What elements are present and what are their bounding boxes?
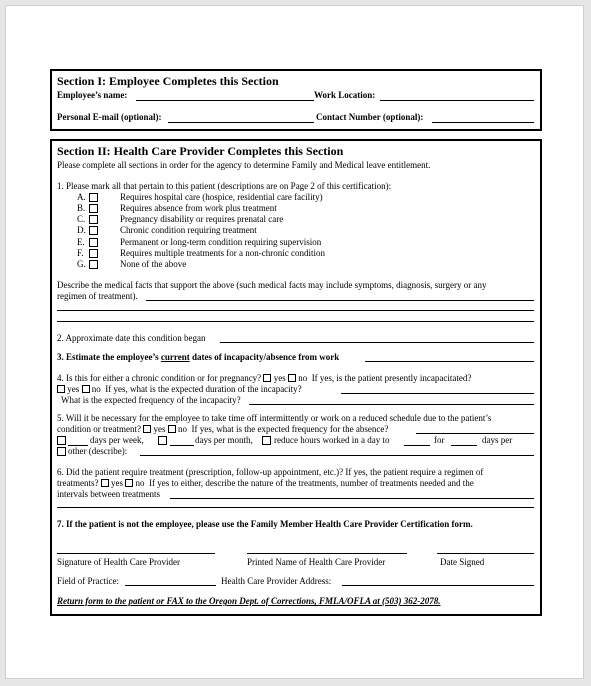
option-letter-c: C. <box>77 214 86 224</box>
q5-days-per-label: days per <box>482 435 513 445</box>
q5-yes-checkbox[interactable] <box>143 425 151 433</box>
question-1: 1. Please mark all that pertain to this patient (descriptions are on Page 2 of this certification): <box>57 181 392 191</box>
contact-field[interactable] <box>432 122 534 123</box>
describe-line-2: regimen of treatment). <box>57 291 138 301</box>
q5-other-field[interactable] <box>140 455 534 456</box>
option-checkbox-e[interactable] <box>89 238 98 247</box>
q5-other-checkbox[interactable] <box>57 447 66 456</box>
q5-days-month-checkbox[interactable] <box>158 436 167 445</box>
q4-incapacitated-no-checkbox[interactable] <box>82 385 90 393</box>
option-letter-a: A. <box>77 192 86 202</box>
section-2-box <box>50 139 542 616</box>
field-practice-label: Field of Practice: <box>57 576 119 586</box>
question-6-line-1: 6. Did the patient require treatment (prescription, follow-up appointment, etc.)? If yes, the patient require a regimen of <box>57 467 484 477</box>
option-checkbox-d[interactable] <box>89 226 98 235</box>
option-checkbox-b[interactable] <box>89 204 98 213</box>
condition-date-field[interactable] <box>220 342 534 343</box>
option-text-f: Requires multiple treatments for a non-chronic condition <box>120 248 325 258</box>
section-2-intro: Please complete all sections in order for the agency to determine Family and Medical leave entitlement. <box>57 160 431 170</box>
incapacity-frequency-field[interactable] <box>249 404 534 405</box>
option-checkbox-a[interactable] <box>89 193 98 202</box>
option-text-e: Permanent or long-term condition requiring supervision <box>120 237 322 247</box>
describe-line-1: Describe the medical facts that support the above (such medical facts may include symptoms, diagnosis, surgery or any <box>57 280 487 290</box>
option-text-d: Chronic condition requiring treatment <box>120 225 257 235</box>
option-text-a: Requires hospital care (hospice, residential care facility) <box>120 192 323 202</box>
return-instructions: Return form to the patient or FAX to the Oregon Dept. of Corrections, FMLA/OFLA at (503) 362-2078. <box>57 596 441 606</box>
section-2-title: Section II: Health Care Provider Completes this Section <box>57 144 344 158</box>
email-label: Personal E-mail (optional): <box>57 112 162 122</box>
q5-for-field[interactable] <box>451 445 477 446</box>
q6-no-checkbox[interactable] <box>125 479 133 487</box>
employee-name-label: Employee’s name: <box>57 90 128 100</box>
treatment-intervals-field-2[interactable] <box>57 507 534 508</box>
q5-reduce-label: reduce hours worked in a day to <box>274 435 390 445</box>
q5-reduce-hours-field[interactable] <box>404 445 430 446</box>
q6-yes-checkbox[interactable] <box>101 479 109 487</box>
question-5-line-2: condition or treatment? yes no If yes, what is the expected frequency for the absence? <box>57 424 389 434</box>
describe-field-2[interactable] <box>57 310 534 311</box>
question-6-line-2: treatments? yes no If yes to either, describe the nature of the treatments, number of treatments needed and the <box>57 478 474 488</box>
q5-days-week-label: days per week, <box>90 435 144 445</box>
option-text-c: Pregnancy disability or requires prenatal care <box>120 214 284 224</box>
option-checkbox-g[interactable] <box>89 260 98 269</box>
printed-name-label: Printed Name of Health Care Provider <box>247 557 386 567</box>
q4-chronic-no-checkbox[interactable] <box>288 374 296 382</box>
q4-chronic-yes-checkbox[interactable] <box>263 374 271 382</box>
q5-days-month-label: days per month, <box>195 435 253 445</box>
option-letter-b: B. <box>77 203 86 213</box>
email-field[interactable] <box>168 122 314 123</box>
date-signed-label: Date Signed <box>440 557 485 567</box>
form-page <box>5 5 584 679</box>
question-6-line-3: intervals between treatments <box>57 489 160 499</box>
section-1-box <box>50 69 542 131</box>
q4-incapacitated-yes-checkbox[interactable] <box>57 385 65 393</box>
q5-reduce-checkbox[interactable] <box>262 436 271 445</box>
question-7: 7. If the patient is not the employee, please use the Family Member Health Care Provider Certification form. <box>57 519 473 529</box>
describe-field-3[interactable] <box>57 321 534 322</box>
question-4-line-3: What is the expected frequency of the incapacity? <box>61 395 241 405</box>
q5-days-month-field[interactable] <box>170 445 194 446</box>
absence-frequency-field[interactable] <box>416 433 534 434</box>
signature-label: Signature of Health Care Provider <box>57 557 180 567</box>
field-practice-field[interactable] <box>125 585 216 586</box>
provider-address-label: Health Care Provider Address: <box>221 576 332 586</box>
date-signed-field[interactable] <box>437 553 534 554</box>
q5-for-label: for <box>434 435 445 445</box>
question-5-line-1: 5. Will it be necessary for the employee to take time off intermittently or work on a reduced schedule due to the patient’s <box>57 413 492 423</box>
q5-other-label: other (describe): <box>68 446 128 456</box>
option-letter-f: F. <box>77 248 84 258</box>
incapacity-dates-field[interactable] <box>365 361 534 362</box>
q5-no-checkbox[interactable] <box>168 425 176 433</box>
option-letter-g: G. <box>77 259 86 269</box>
work-location-label: Work Location: <box>314 90 376 100</box>
option-checkbox-c[interactable] <box>89 215 98 224</box>
option-letter-d: D. <box>77 225 86 235</box>
question-4-line-1: 4. Is this for either a chronic condition or for pregnancy? yes no If yes, is the patient presently incapacitated? <box>57 373 472 383</box>
option-letter-e: E. <box>77 237 85 247</box>
contact-label: Contact Number (optional): <box>316 112 424 122</box>
provider-address-field[interactable] <box>342 585 534 586</box>
q5-days-week-checkbox[interactable] <box>57 436 66 445</box>
incapacity-duration-field[interactable] <box>341 393 534 394</box>
treatment-intervals-field-1[interactable] <box>170 498 534 499</box>
section-1-title: Section I: Employee Completes this Section <box>57 74 279 88</box>
question-3: 3. Estimate the employee’s current dates of incapacity/absence from work <box>57 352 340 362</box>
printed-name-field[interactable] <box>247 553 407 554</box>
option-text-b: Requires absence from work plus treatment <box>120 203 277 213</box>
question-2: 2. Approximate date this condition began <box>57 333 206 343</box>
describe-field-1[interactable] <box>146 300 534 301</box>
option-text-g: None of the above <box>120 259 187 269</box>
question-4-line-2: yes no If yes, what is the expected duration of the incapacity? <box>57 384 302 395</box>
employee-name-field[interactable] <box>136 100 314 101</box>
signature-field[interactable] <box>57 553 215 554</box>
option-checkbox-f[interactable] <box>89 249 98 258</box>
work-location-field[interactable] <box>380 100 534 101</box>
